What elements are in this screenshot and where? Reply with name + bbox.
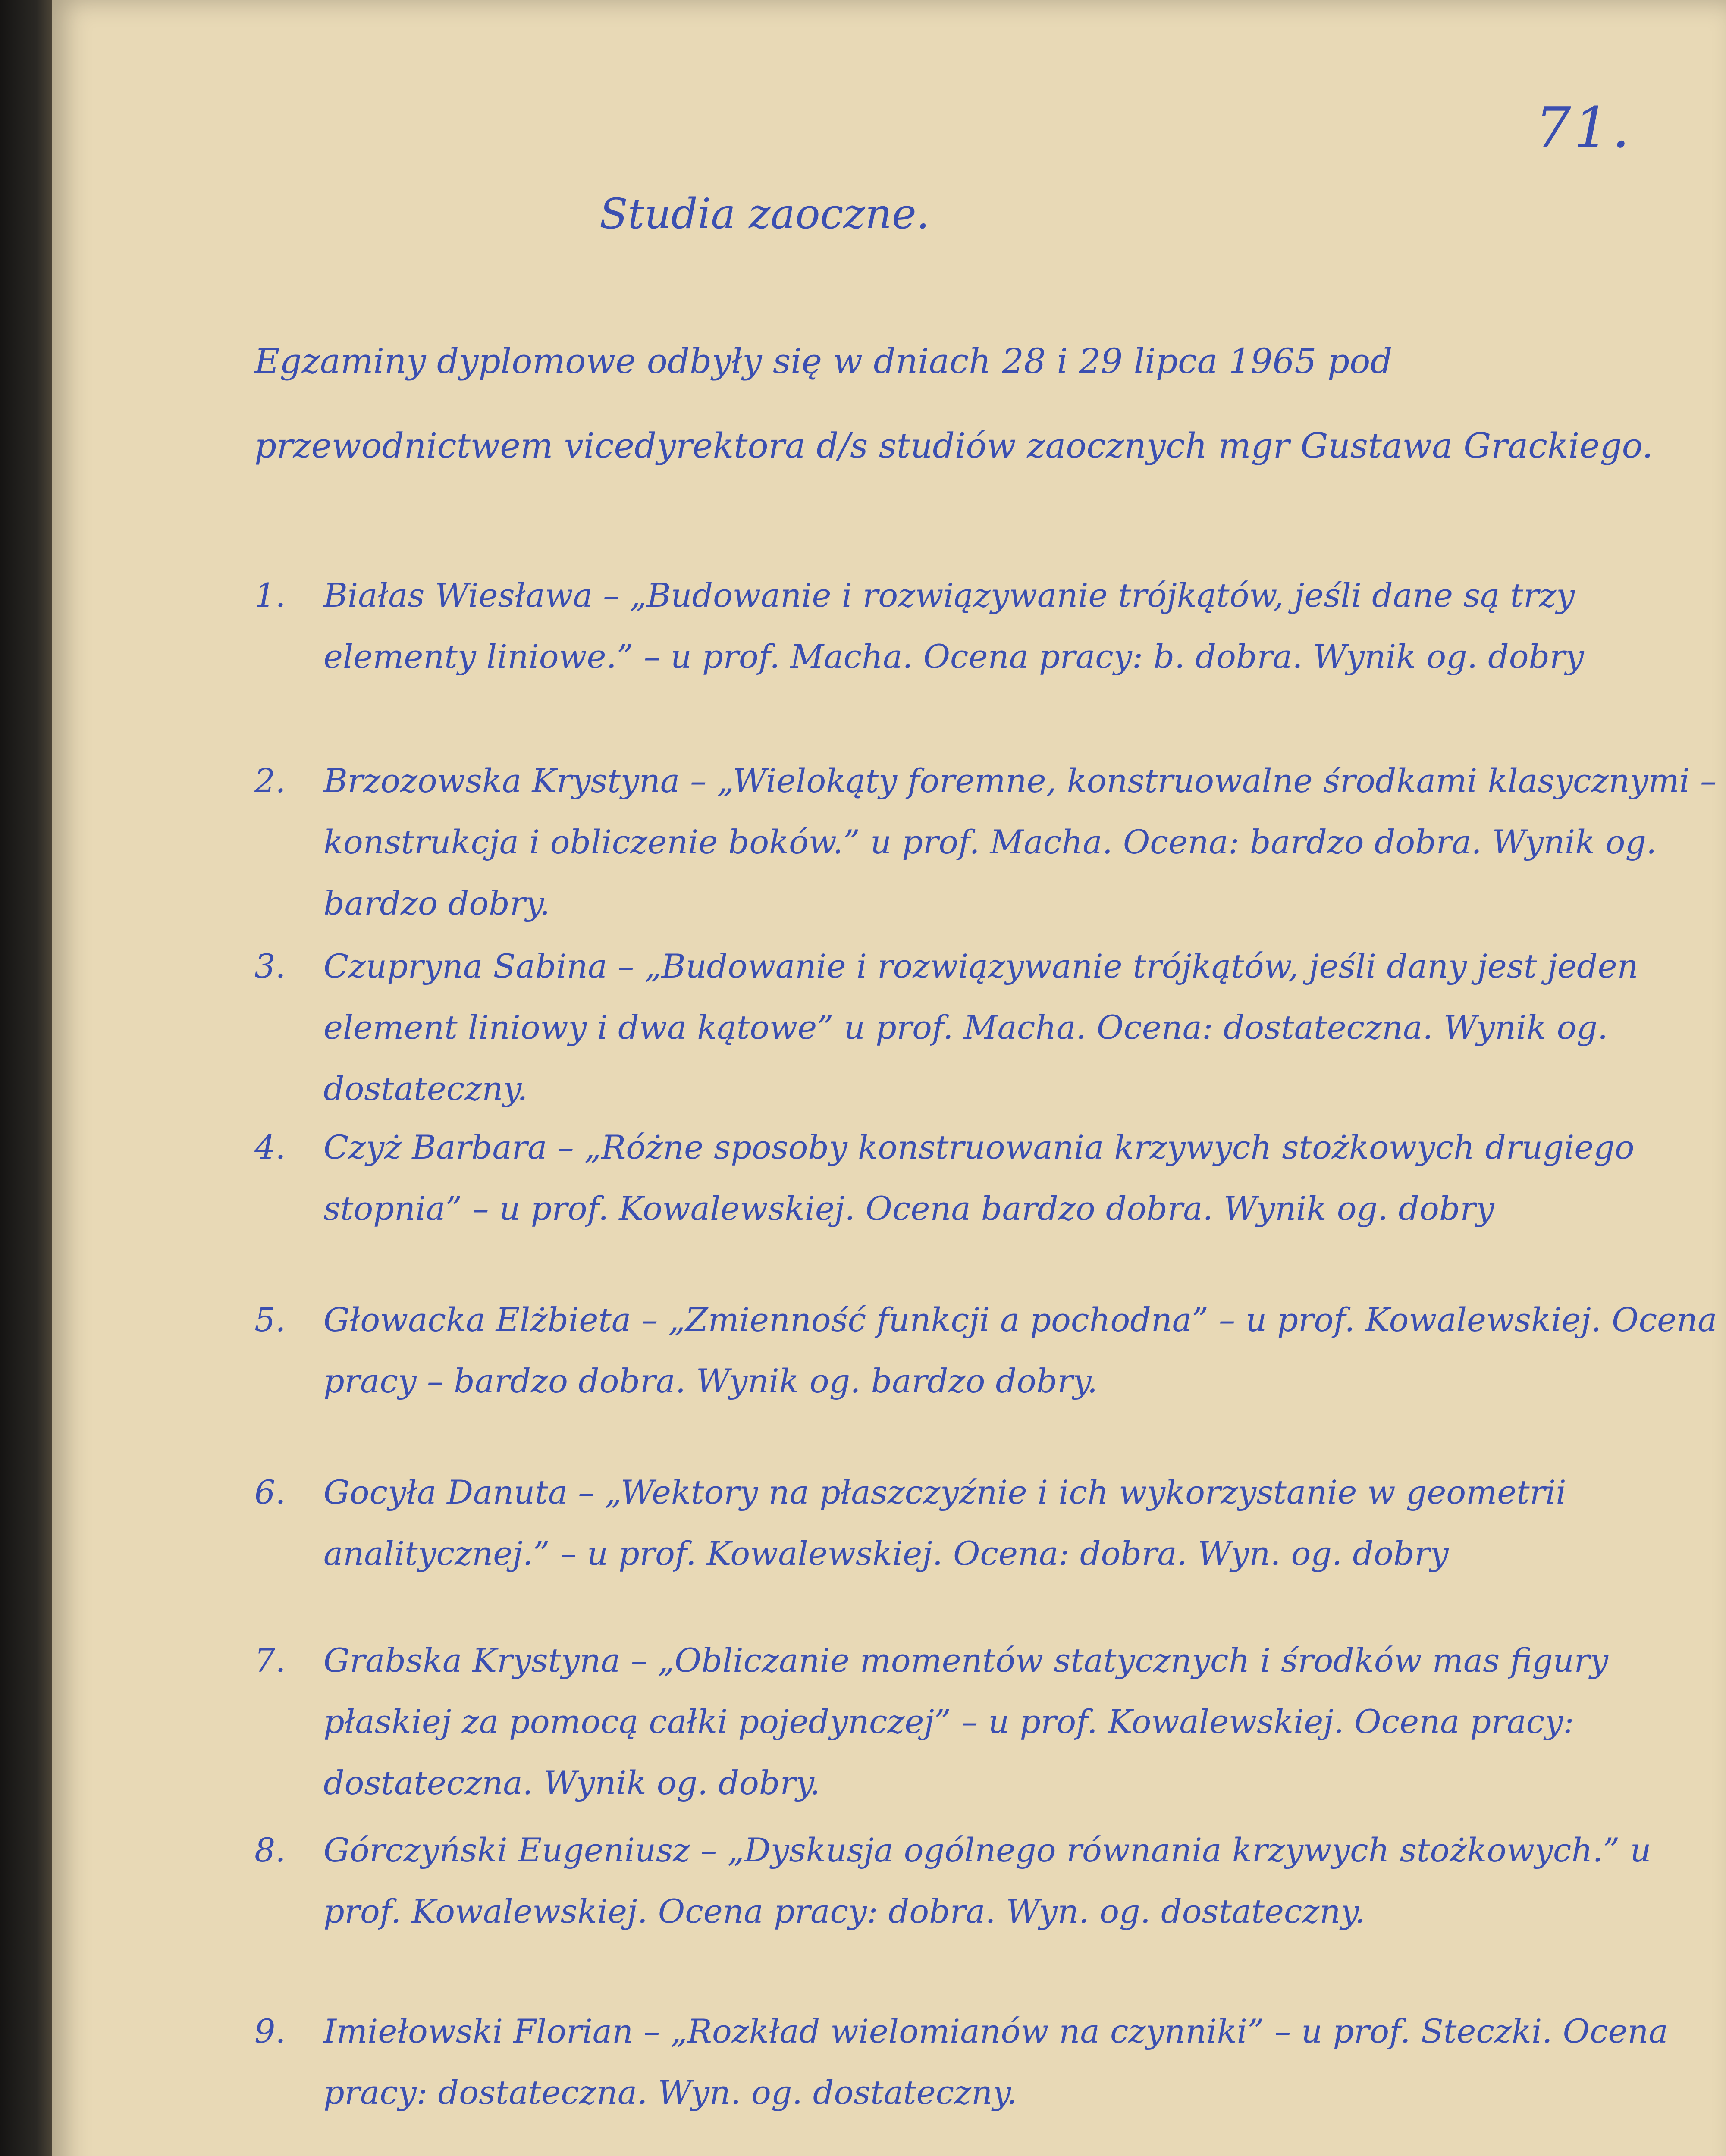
list-item — [254, 1289, 1721, 1462]
entry-number: 4. — [254, 1128, 286, 1166]
list-item — [254, 1820, 1721, 2001]
entry-number: 7. — [254, 1641, 286, 1680]
entry-text: Brzozowska Krystyna – „Wielokąty foremne, konstruowalne środkami klasycznymi – konstrukcja i obliczenie boków.” u prof. Macha. Ocena: bardzo dobra. Wynik og. bardzo dobry. — [323, 761, 1717, 922]
entry-number: 1. — [254, 576, 286, 614]
exam-entries-list — [254, 565, 1721, 2130]
list-item — [254, 565, 1721, 750]
entry-text: Gocyła Danuta – „Wektory na płaszczyźnie i ich wykorzystanie w geometrii analitycznej.” – u prof. Kowalewskiej. Ocena: dobra. Wyn. og. dobry — [323, 1473, 1566, 1573]
page-number: 71. — [1535, 95, 1632, 160]
list-item — [254, 2001, 1721, 2130]
entry-number: 6. — [254, 1473, 286, 1511]
entry-number: 5. — [254, 1300, 286, 1339]
book-binding — [0, 0, 52, 2156]
list-item — [254, 750, 1721, 936]
list-item — [254, 1630, 1721, 1820]
list-item — [254, 1117, 1721, 1289]
entry-text: Czyż Barbara – „Różne sposoby konstruowania krzywych stożkowych drugiego stopnia” – u prof. Kowalewskiej. Ocena bardzo dobra. Wynik og. dobry — [323, 1128, 1635, 1228]
manuscript-page — [52, 0, 1726, 2156]
page-heading: Studia zaoczne. — [599, 190, 930, 238]
list-item — [254, 1462, 1721, 1630]
list-item — [254, 936, 1721, 1117]
intro-paragraph: Egzaminy dyplomowe odbyły się w dniach 28 i 29 lipca 1965 pod przewodnictwem vicedyrektora d/s studiów zaocznych mgr Gustawa Grackiego. — [254, 341, 1653, 466]
entry-text: Głowacka Elżbieta – „Zmienność funkcji a pochodna” – u prof. Kowalewskiej. Ocena pracy – bardzo dobra. Wynik og. bardzo dobry. — [323, 1300, 1717, 1400]
entry-number: 9. — [254, 2012, 286, 2050]
entry-text: Grabska Krystyna – „Obliczanie momentów statycznych i środków mas figury płaskiej za pomocą całki pojedynczej” – u prof. Kowalewskiej. Ocena pracy: dostateczna. Wynik og. dobry. — [323, 1641, 1608, 1802]
entry-text: Górczyński Eugeniusz – „Dyskusja ogólnego równania krzywych stożkowych.” u prof. Kowalewskiej. Ocena pracy: dobra. Wyn. og. dostateczny. — [323, 1831, 1651, 1930]
entry-text: Imiełowski Florian – „Rozkład wielomianów na czynniki” – u prof. Steczki. Ocena pracy: dostateczna. Wyn. og. dostateczny. — [323, 2012, 1668, 2112]
entry-text: Białas Wiesława – „Budowanie i rozwiązywanie trójkątów, jeśli dane są trzy elementy liniowe.” – u prof. Macha. Ocena pracy: b. dobra. Wynik og. dobry — [323, 576, 1584, 676]
entry-number: 8. — [254, 1831, 286, 1869]
entry-number: 2. — [254, 761, 286, 800]
entry-number: 3. — [254, 947, 286, 985]
entry-text: Czupryna Sabina – „Budowanie i rozwiązywanie trójkątów, jeśli dany jest jeden element liniowy i dwa kątowe” u prof. Macha. Ocena: dostateczna. Wynik og. dostateczny. — [323, 947, 1638, 1108]
